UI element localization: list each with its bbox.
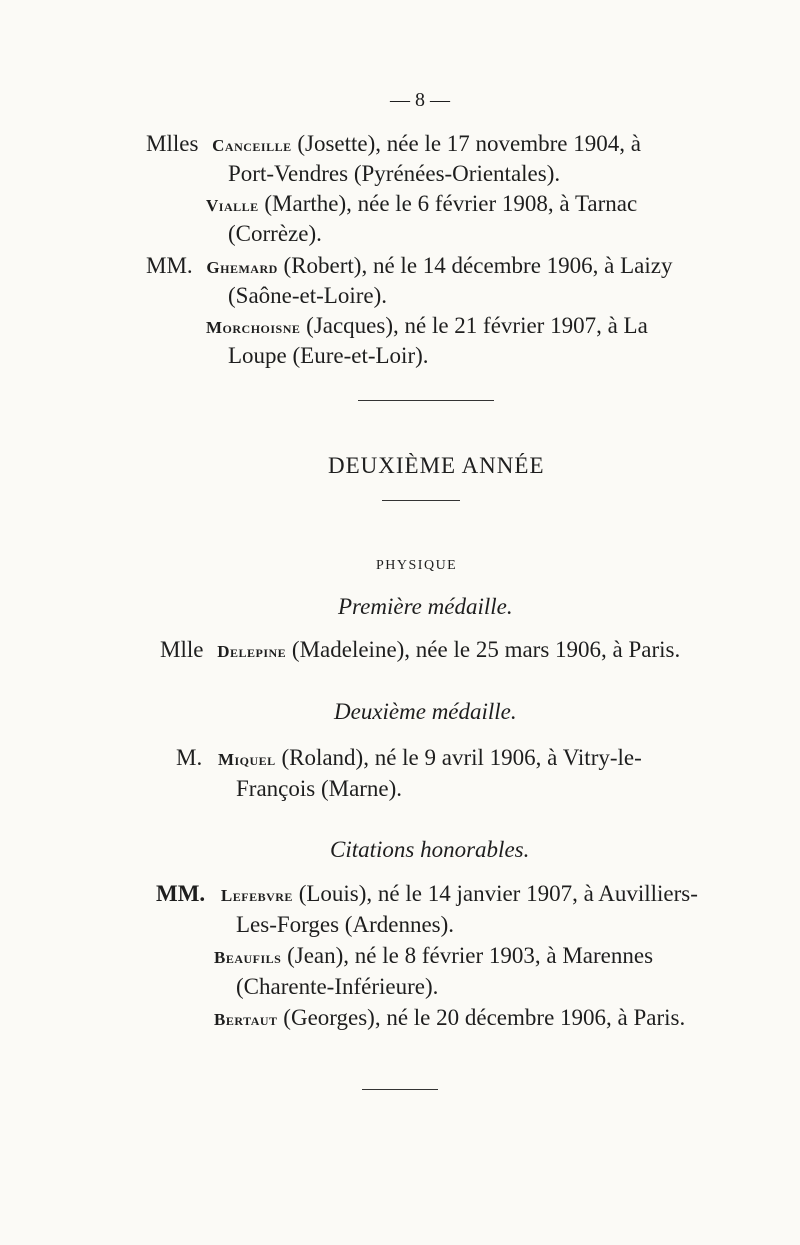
- entry-text: (Jean), né le 8 février 1903, à Marennes: [287, 943, 654, 968]
- entry-text: (Josette), née le 17 novembre 1904, à: [297, 131, 641, 156]
- entry-continuation: François (Marne).: [236, 776, 403, 801]
- citations-heading: Citations honorables.: [330, 837, 530, 862]
- surname-lefebvre: Lefebvre: [220, 886, 293, 905]
- entry-continuation: Les-Forges (Ardennes).: [236, 912, 455, 937]
- first-medal-heading: Première médaille.: [338, 594, 513, 619]
- entry-text: (Robert), né le 14 décembre 1906, à Laizy: [283, 253, 673, 278]
- subject-heading: PHYSIQUE: [376, 558, 458, 573]
- section-divider: [358, 400, 494, 401]
- second-medal-heading: Deuxième médaille.: [334, 699, 517, 724]
- entry-canceille: [146, 130, 641, 160]
- entry-continuation: (Corrèze).: [228, 221, 322, 246]
- entry-text: (Louis), né le 14 janvier 1907, à Auvilliers-: [298, 881, 698, 906]
- entry-delepine: [160, 636, 680, 666]
- page-number: — 8 —: [390, 89, 450, 111]
- entry-bertaut: [214, 1004, 685, 1034]
- prefix-mlles: Mlles: [146, 131, 199, 156]
- surname-canceille: Canceille: [212, 136, 292, 155]
- surname-vialle: Vialle: [206, 196, 259, 215]
- entry-text: (Jacques), né le 21 février 1907, à La: [306, 313, 648, 338]
- entry-continuation: (Saône-et-Loire).: [228, 283, 388, 308]
- entry-lefebvre: [156, 880, 698, 910]
- title-underline: [382, 500, 460, 501]
- entry-text: (Madeleine), née le 25 mars 1906, à Paris.: [291, 637, 681, 662]
- closing-divider: [362, 1089, 438, 1090]
- surname-miquel: Miquel: [217, 750, 276, 769]
- entry-continuation: (Charente-Inférieure).: [236, 974, 439, 999]
- surname-bertaut: Bertaut: [214, 1010, 278, 1029]
- entry-miquel: [176, 744, 642, 774]
- entry-text: (Marthe), née le 6 février 1908, à Tarnac: [264, 191, 638, 216]
- prefix-mlle: Mlle: [160, 637, 204, 662]
- section-title: DEUXIÈME ANNÉE: [328, 453, 545, 478]
- surname-delepine: Delepine: [217, 642, 287, 661]
- prefix-m: M.: [176, 745, 203, 770]
- surname-morchoisne: Morchoisne: [206, 318, 301, 337]
- entry-text: (Georges), né le 20 décembre 1906, à Paris.: [283, 1005, 686, 1030]
- entry-continuation: Port-Vendres (Pyrénées-Orientales).: [228, 161, 561, 186]
- prefix-mm: MM.: [156, 881, 206, 906]
- surname-beaufils: Beaufils: [214, 948, 282, 967]
- surname-ghemard: Ghemard: [206, 258, 278, 277]
- entry-vialle: [206, 190, 637, 220]
- entry-continuation: Loupe (Eure-et-Loir).: [228, 343, 429, 368]
- entry-beaufils: [214, 942, 653, 972]
- prefix-mm: MM.: [146, 253, 193, 278]
- entry-ghemard: [146, 252, 672, 282]
- entry-morchoisne: [206, 312, 648, 342]
- entry-text: (Roland), né le 9 avril 1906, à Vitry-le-: [281, 745, 642, 770]
